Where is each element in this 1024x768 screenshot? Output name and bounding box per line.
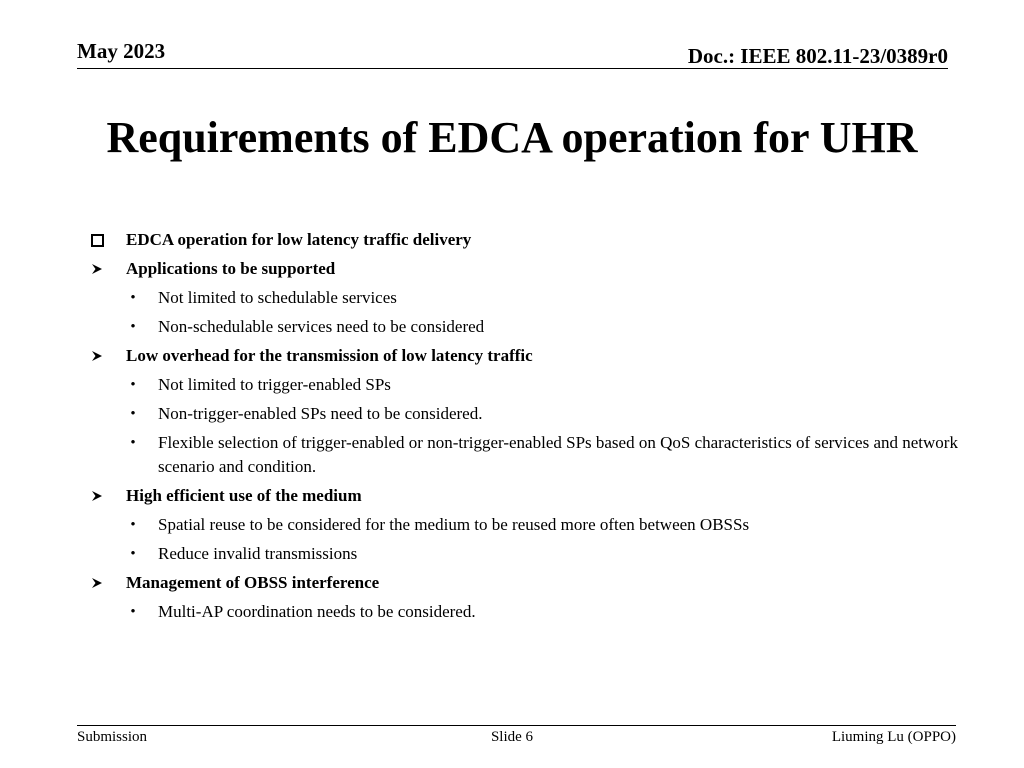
header-doc-id: Doc.: IEEE 802.11-23/0389r0 xyxy=(687,44,948,68)
footer-author: Liuming Lu (OPPO) xyxy=(831,729,956,745)
dot-bullet-icon: • xyxy=(130,435,136,451)
arrow-bullet-icon xyxy=(87,571,107,595)
list-item-text: Not limited to trigger-enabled SPs xyxy=(158,375,391,394)
list-item-text: Not limited to schedulable services xyxy=(158,288,397,307)
section-heading-text: Low overhead for the transmission of low latency traffic xyxy=(126,346,533,365)
square-bullet-icon xyxy=(87,228,107,252)
list-item xyxy=(85,402,1010,426)
dot-bullet-icon: • xyxy=(130,517,136,533)
dot-bullet-icon: • xyxy=(130,377,136,393)
list-item xyxy=(85,513,1010,537)
list-item xyxy=(85,600,1010,624)
dot-bullet-icon: • xyxy=(130,546,136,562)
list-item-text: Flexible selection of trigger-enabled or non-trigger-enabled SPs based on QoS characteristics of services and network scenario and condition. xyxy=(158,433,958,476)
section-heading xyxy=(85,257,1010,281)
section-heading xyxy=(85,344,1010,368)
section-heading xyxy=(85,571,1010,595)
list-item xyxy=(85,315,1010,339)
section-heading-text: Management of OBSS interference xyxy=(126,573,380,592)
list-item xyxy=(85,431,1010,479)
header-date: May 2023 xyxy=(77,39,166,63)
main-point-text: EDCA operation for low latency traffic delivery xyxy=(126,230,472,249)
list-item-text: Spatial reuse to be considered for the medium to be reused more often between OBSSs xyxy=(158,515,750,534)
section-heading xyxy=(85,484,1010,508)
list-item-text: Non-schedulable services need to be considered xyxy=(158,317,485,336)
arrow-bullet-icon xyxy=(87,257,107,281)
section-heading-text: High efficient use of the medium xyxy=(126,486,362,505)
slide-content xyxy=(85,228,1010,624)
dot-bullet-icon: • xyxy=(130,290,136,306)
footer-slide-number: Slide 6 xyxy=(490,729,534,745)
footer-submission: Submission xyxy=(77,729,148,745)
list-item xyxy=(85,373,1010,397)
list-item-text: Reduce invalid transmissions xyxy=(158,544,358,563)
arrow-bullet-icon xyxy=(87,484,107,508)
arrow-bullet-icon xyxy=(87,344,107,368)
footer-divider xyxy=(77,725,956,726)
section-heading-text: Applications to be supported xyxy=(126,259,336,278)
main-point xyxy=(85,228,1010,252)
list-item-text: Non-trigger-enabled SPs need to be considered. xyxy=(158,404,483,423)
list-item xyxy=(85,286,1010,310)
slide-title: Requirements of EDCA operation for UHR xyxy=(106,113,918,162)
dot-bullet-icon: • xyxy=(130,406,136,422)
dot-bullet-icon: • xyxy=(130,604,136,620)
list-item-text: Multi-AP coordination needs to be considered. xyxy=(158,602,476,621)
dot-bullet-icon: • xyxy=(130,319,136,335)
list-item xyxy=(85,542,1010,566)
header-divider xyxy=(77,68,948,69)
